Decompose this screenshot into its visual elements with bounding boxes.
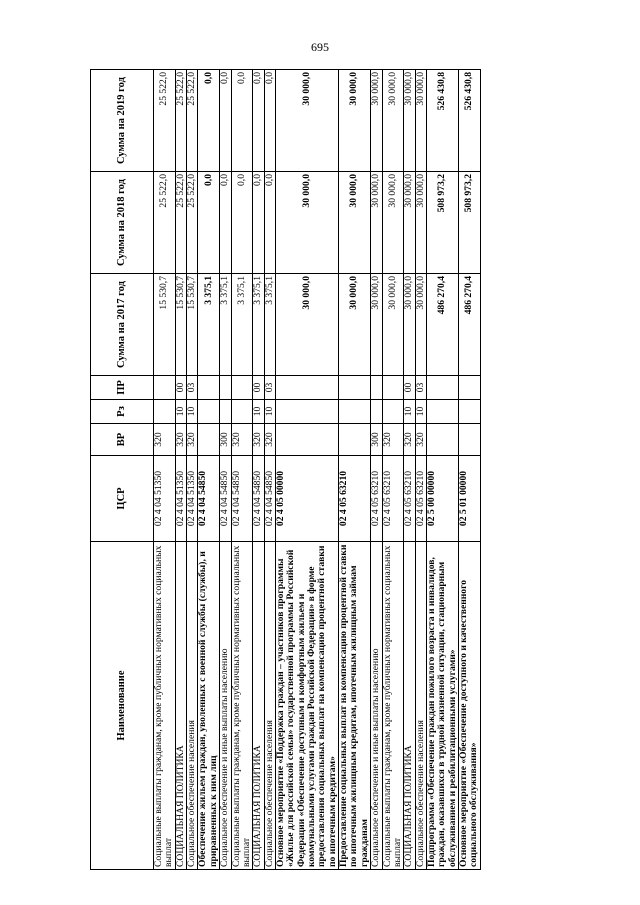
cell-csr: 02 4 05 63210: [415, 456, 426, 542]
cell-name: Социальное обеспечение населения: [415, 542, 426, 870]
cell-rz: [426, 400, 458, 424]
cell-name: Предоставление социальных выплат на компенсацию процентной ставки по ипотечным жилищным кредитам, ипотечным жилищным займам гражданам: [339, 542, 371, 870]
cell-rz: [198, 400, 220, 424]
cell-name: Социальное обеспечение населения: [264, 542, 275, 870]
header-row: [91, 70, 154, 870]
table-row: [275, 70, 338, 870]
cell-sum-2018: 30 000,0: [339, 172, 371, 274]
cell-sum-2017: 30 000,0: [339, 274, 371, 376]
table-row: [339, 70, 371, 870]
cell-vr: 300: [220, 424, 231, 456]
cell-sum-2019: 25 522,0: [154, 70, 176, 172]
cell-sum-2017: 15 530,7: [187, 274, 198, 376]
cell-csr: 02 5 01 00000: [459, 456, 481, 542]
cell-rz: [275, 400, 338, 424]
cell-pr: 00: [253, 376, 264, 400]
cell-vr: 320: [154, 424, 176, 456]
cell-vr: [339, 424, 371, 456]
cell-sum-2017: 30 000,0: [371, 274, 382, 376]
cell-name: Обеспечение жильем граждан, уволенных с военной службы (службы), и приравненных к ним лиц: [198, 542, 220, 870]
cell-sum-2017: 30 000,0: [382, 274, 404, 376]
cell-pr: [426, 376, 458, 400]
cell-sum-2019: 0,0: [264, 70, 275, 172]
cell-sum-2019: 30 000,0: [382, 70, 404, 172]
cell-pr: [220, 376, 231, 400]
cell-pr: 00: [175, 376, 186, 400]
cell-sum-2017: 15 530,7: [154, 274, 176, 376]
cell-csr: 02 4 05 63210: [371, 456, 382, 542]
col-header-2017: Сумма на 2017 год: [91, 274, 154, 376]
cell-sum-2018: 508 973,2: [459, 172, 481, 274]
cell-pr: 03: [415, 376, 426, 400]
cell-rz: [154, 400, 176, 424]
table-row: [231, 70, 253, 870]
cell-sum-2018: 30 000,0: [382, 172, 404, 274]
cell-csr: 02 4 04 54850: [198, 456, 220, 542]
cell-rz: 10: [253, 400, 264, 424]
cell-name: Социальное обеспечение и иные выплаты населению: [220, 542, 231, 870]
cell-rz: 10: [187, 400, 198, 424]
cell-sum-2017: 486 270,4: [426, 274, 458, 376]
cell-vr: 320: [175, 424, 186, 456]
cell-vr: 320: [264, 424, 275, 456]
cell-pr: [231, 376, 253, 400]
page-number: 695: [311, 40, 329, 54]
cell-vr: 320: [382, 424, 404, 456]
cell-sum-2019: 30 000,0: [371, 70, 382, 172]
cell-vr: 320: [231, 424, 253, 456]
cell-sum-2018: 0,0: [220, 172, 231, 274]
table-row: [382, 70, 404, 870]
col-header-csr: ЦСР: [91, 456, 154, 542]
cell-rz: [231, 400, 253, 424]
cell-sum-2018: 30 000,0: [371, 172, 382, 274]
cell-name: СОЦИАЛЬНАЯ ПОЛИТИКА: [175, 542, 186, 870]
cell-sum-2019: 0,0: [198, 70, 220, 172]
cell-csr: 02 4 05 00000: [275, 456, 338, 542]
cell-vr: [275, 424, 338, 456]
cell-pr: [371, 376, 382, 400]
cell-sum-2019: 526 430,8: [426, 70, 458, 172]
cell-vr: [198, 424, 220, 456]
cell-sum-2017: 30 000,0: [415, 274, 426, 376]
cell-csr: 02 5 00 00000: [426, 456, 458, 542]
col-header-pr: ПР: [91, 376, 154, 400]
table-row: [198, 70, 220, 870]
cell-csr: 02 4 04 51350: [175, 456, 186, 542]
cell-rz: [339, 400, 371, 424]
cell-vr: [426, 424, 458, 456]
cell-sum-2018: 0,0: [231, 172, 253, 274]
table-row: [175, 70, 186, 870]
col-header-name: Наименование: [91, 542, 154, 870]
cell-rz: [459, 400, 481, 424]
cell-vr: 320: [187, 424, 198, 456]
cell-vr: 320: [404, 424, 415, 456]
cell-pr: 03: [187, 376, 198, 400]
cell-sum-2019: 0,0: [231, 70, 253, 172]
cell-sum-2019: 30 000,0: [275, 70, 338, 172]
cell-sum-2019: 0,0: [253, 70, 264, 172]
cell-sum-2019: 0,0: [220, 70, 231, 172]
cell-rz: 10: [264, 400, 275, 424]
table-row: [187, 70, 198, 870]
cell-name: Подпрограмма «Обеспечение граждан пожилого возраста и инвалидов, граждан, оказавшихся в трудной жизненной ситуации, стационарным обслуживанием и реабилитационными услугами»: [426, 542, 458, 870]
cell-pr: [382, 376, 404, 400]
cell-sum-2018: 0,0: [264, 172, 275, 274]
cell-sum-2019: 25 522,0: [175, 70, 186, 172]
cell-rz: 10: [404, 400, 415, 424]
table-row: [426, 70, 458, 870]
cell-sum-2017: 15 530,7: [175, 274, 186, 376]
cell-csr: 02 4 05 63210: [404, 456, 415, 542]
cell-sum-2018: 30 000,0: [275, 172, 338, 274]
col-header-2018: Сумма на 2018 год: [91, 172, 154, 274]
cell-sum-2017: 30 000,0: [275, 274, 338, 376]
cell-csr: 02 4 04 54850: [220, 456, 231, 542]
cell-sum-2017: 3 375,1: [220, 274, 231, 376]
cell-pr: [198, 376, 220, 400]
cell-pr: [339, 376, 371, 400]
col-header-rz: Рз: [91, 400, 154, 424]
table-row: [264, 70, 275, 870]
cell-sum-2018: 25 522,0: [187, 172, 198, 274]
cell-name: Социальное обеспечение и иные выплаты населению: [371, 542, 382, 870]
cell-sum-2019: 30 000,0: [404, 70, 415, 172]
cell-name: СОЦИАЛЬНАЯ ПОЛИТИКА: [253, 542, 264, 870]
cell-name: Социальные выплаты гражданам, кроме публичных нормативных социальных выплат: [154, 542, 176, 870]
col-header-2019: Сумма на 2019 год: [91, 70, 154, 172]
cell-csr: 02 4 04 54850: [231, 456, 253, 542]
cell-name: СОЦИАЛЬНАЯ ПОЛИТИКА: [404, 542, 415, 870]
cell-rz: [220, 400, 231, 424]
cell-vr: [459, 424, 481, 456]
table-row: [253, 70, 264, 870]
cell-sum-2018: 25 522,0: [175, 172, 186, 274]
table-row: [371, 70, 382, 870]
cell-sum-2018: 0,0: [198, 172, 220, 274]
cell-pr: [154, 376, 176, 400]
cell-sum-2019: 25 522,0: [187, 70, 198, 172]
budget-table: [90, 69, 481, 870]
cell-sum-2017: 3 375,1: [253, 274, 264, 376]
cell-csr: 02 4 04 54850: [253, 456, 264, 542]
cell-name: Основное мероприятие «Поддержка граждан – участников программы «Жилье для российской семьи» государственной программы Российской Федерации «Обеспечение доступным и комфортным жильем и коммунальными услугами граждан Российской Федерации» в форме предоставления социальных выплат на компенсацию процентной ставки по ипотечным кредитам»: [275, 542, 338, 870]
cell-csr: 02 4 05 63210: [382, 456, 404, 542]
table-body: [154, 70, 481, 870]
cell-sum-2017: 3 375,1: [231, 274, 253, 376]
cell-sum-2017: 486 270,4: [459, 274, 481, 376]
table-row: [459, 70, 481, 870]
cell-name: Социальные выплаты гражданам, кроме публичных нормативных социальных выплат: [231, 542, 253, 870]
cell-csr: 02 4 04 51350: [154, 456, 176, 542]
cell-pr: [459, 376, 481, 400]
table-row: [154, 70, 176, 870]
cell-sum-2018: 25 522,0: [154, 172, 176, 274]
cell-sum-2018: 30 000,0: [415, 172, 426, 274]
cell-vr: 320: [415, 424, 426, 456]
cell-rz: 10: [175, 400, 186, 424]
cell-sum-2017: 30 000,0: [404, 274, 415, 376]
cell-sum-2019: 30 000,0: [339, 70, 371, 172]
cell-sum-2018: 30 000,0: [404, 172, 415, 274]
cell-pr: 03: [264, 376, 275, 400]
cell-sum-2018: 508 973,2: [426, 172, 458, 274]
cell-rz: 10: [415, 400, 426, 424]
cell-vr: 300: [371, 424, 382, 456]
cell-pr: 00: [404, 376, 415, 400]
cell-sum-2017: 3 375,1: [264, 274, 275, 376]
cell-vr: 320: [253, 424, 264, 456]
rotated-table-container: [90, 70, 560, 870]
cell-csr: 02 4 04 51350: [187, 456, 198, 542]
cell-sum-2019: 30 000,0: [415, 70, 426, 172]
cell-sum-2017: 3 375,1: [198, 274, 220, 376]
cell-name: Социальное обеспечение населения: [187, 542, 198, 870]
cell-rz: [371, 400, 382, 424]
table-row: [415, 70, 426, 870]
cell-name: Основное мероприятие «Обеспечение доступного и качественного социального обслуживания»: [459, 542, 481, 870]
cell-csr: 02 4 05 63210: [339, 456, 371, 542]
cell-pr: [275, 376, 338, 400]
cell-name: Социальные выплаты гражданам, кроме публичных нормативных социальных выплат: [382, 542, 404, 870]
cell-csr: 02 4 04 54850: [264, 456, 275, 542]
cell-sum-2019: 526 430,8: [459, 70, 481, 172]
table-row: [220, 70, 231, 870]
table-row: [404, 70, 415, 870]
cell-rz: [382, 400, 404, 424]
col-header-vr: ВР: [91, 424, 154, 456]
cell-sum-2018: 0,0: [253, 172, 264, 274]
